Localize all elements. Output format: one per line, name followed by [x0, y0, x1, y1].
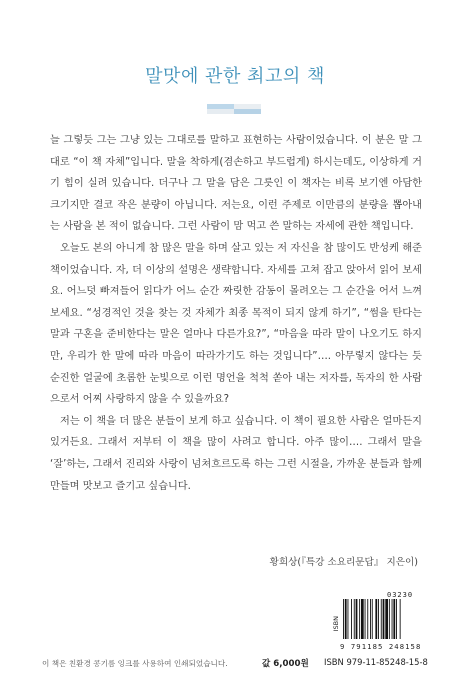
- barcode-bar: [400, 599, 401, 639]
- barcode-bar: [354, 599, 355, 639]
- barcode-bar: [385, 599, 388, 639]
- barcode-bar: [359, 599, 360, 639]
- barcode-bar: [343, 599, 344, 639]
- ornament-block: [207, 109, 234, 114]
- barcode-side-label: ISBN: [332, 616, 340, 632]
- endorsement-text: [50, 130, 422, 497]
- endorser-signature: 황희상(『특강 소요리문답』 지은이): [269, 557, 418, 568]
- isbn-barcode: [343, 599, 423, 641]
- paragraph-2: 오늘도 본의 아니게 참 많은 말을 하며 살고 있는 저 자신을 참 많이도 반성케 해준 책이었습니다. 자, 더 이상의 설명은 생략합니다. 자세를 고쳐 잡고 앉아서 읽어 보세요. 어느덧 빠져들어 읽다가 어느 순간 짜릿한 감동이 몰려오는 그 순간을 어서 느껴 보세요. “성경적인 것을 찾는 것 자체가 최종 목적이 되지 않게 하기”, “썸을 탄다는 말과 구혼을 준비한다는 말은 얼마나 다른가요?”, “마음을 따라 말이 나오기도 하지만, 우리가 한 말에 따라 마음이 따라가기도 하는 것입니다”…. 아무렇지 않다는 듯 순진한 얼굴에 초롬한 눈빛으로 이런 명언을 척척 쏟아 내는 저자를, 독자의 한 사람으로서 어찌 사랑하지 않을 수 있을까요?: [50, 242, 422, 406]
- barcode-bar: [392, 599, 393, 639]
- barcode-bar: [383, 599, 385, 639]
- barcode-bar: [375, 599, 377, 639]
- barcode-bar: [372, 599, 373, 639]
- paragraph-1: 늘 그렇듯 그는 그냥 있는 그대로를 말하고 표현하는 사람이었습니다. 이 분은 말 그대로 “이 책 자체”입니다. 말을 착하게(겸손하고 부드럽게) 하시는데도, 이상하게 거기 힘이 실려 있습니다. 더구나 그 말을 담은 그릇인 이 책자는 비록 보기엔 아담한 크기지만 결코 작은 분량이 아닙니다. 저는요, 이런 주제로 이만큼의 분량을 뽑아내는 사람을 본 적이 없습니다. 그런 사람이 맘 먹고 쓴 말하는 자세에 관한 책입니다.: [50, 135, 422, 233]
- barcode-bar: [393, 599, 395, 639]
- paragraph-3: 저는 이 책을 더 많은 분들이 보게 하고 싶습니다. 이 책이 필요한 사람은 얼마든지 있거든요. 그래서 저부터 이 책을 많이 사려고 합니다. 아주 많이…. 그래서 말을 ‘잘’하는, 그래서 진리와 사랑이 넘쳐흐르도록 하는 그런 시절을, 가까운 분들과 함께 만들며 맛보고 즐기고 싶습니다.: [50, 415, 422, 492]
- barcode-bar: [345, 599, 347, 639]
- eco-ink-note: 이 책은 친환경 콩기름 잉크를 사용하여 인쇄되었습니다.: [42, 659, 228, 668]
- barcode-bar: [370, 599, 371, 639]
- barcode-bar: [367, 599, 368, 639]
- barcode-bar: [365, 599, 366, 639]
- barcode-bar: [351, 599, 352, 639]
- ornament-block: [234, 109, 261, 114]
- barcode-graphic: [343, 599, 423, 641]
- price-label: 값 6,000원: [262, 659, 309, 669]
- barcode-bar: [389, 599, 390, 639]
- barcode-bar: [378, 599, 379, 639]
- barcode-bar: [356, 599, 358, 639]
- barcode-bar: [381, 599, 382, 639]
- page-title: 말맛에 관한 최고의 책: [145, 66, 325, 87]
- decorative-ornament: [207, 104, 261, 114]
- barcode-bar: [396, 599, 397, 639]
- barcode-addon-code: 03230: [387, 591, 414, 599]
- barcode-bar: [361, 599, 364, 639]
- isbn-text: ISBN 979-11-85248-15-8: [324, 657, 428, 667]
- barcode-bar: [348, 599, 349, 639]
- barcode-digits: 9 791185 248158: [340, 642, 422, 651]
